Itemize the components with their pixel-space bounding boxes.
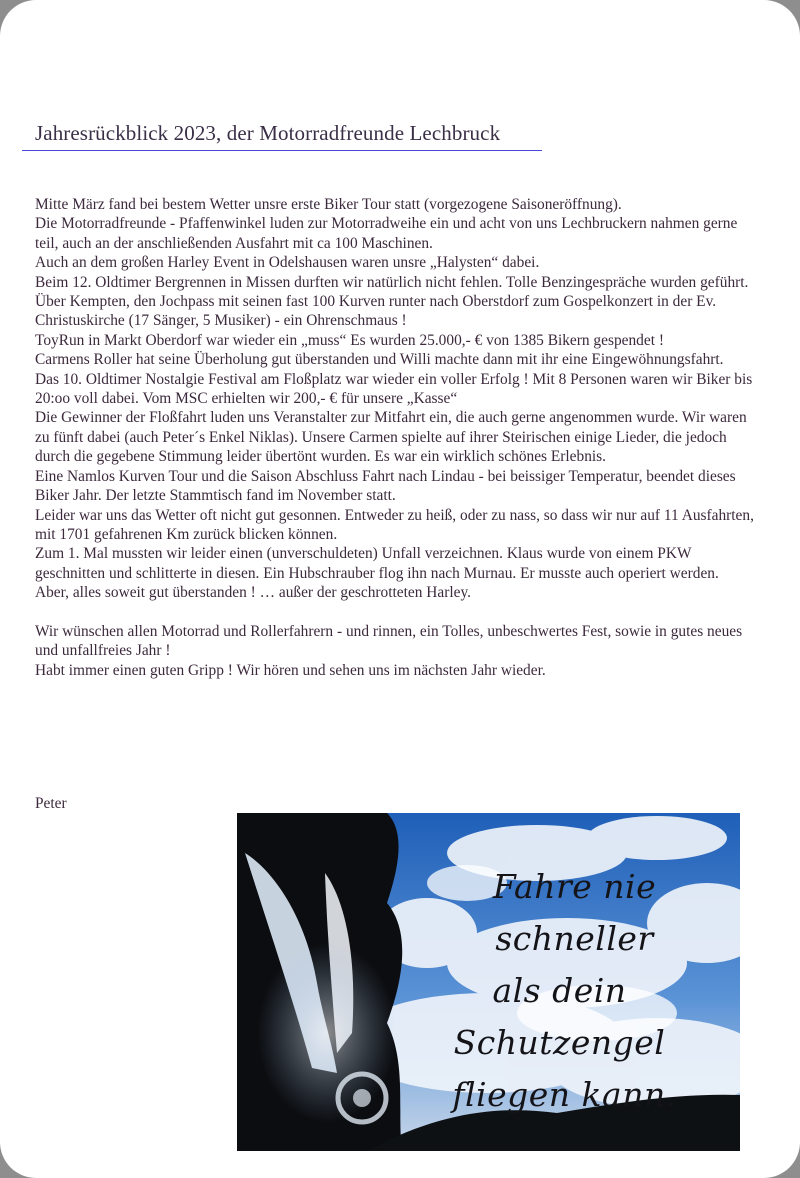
body-line: Beim 12. Oldtimer Bergrennen in Missen durften wir natürlich nicht fehlen. Tolle Benzingespräche wurden geführt. — [35, 273, 749, 291]
paragraph-gap — [35, 603, 755, 622]
body-line: Zum 1. Mal mussten wir leider einen (unverschuldeten) Unfall verzeichnen. Klaus wurde von einem PKW geschnitten und schlitterte in diesen. Ein Hubschrauber flog ihn nach Murnau. Er musste auch operiert werden. Aber, alles soweit gut überstanden ! … außer der geschrotteten Harley. — [35, 545, 719, 602]
body-line: Die Motorradfreunde - Pfaffenwinkel luden zur Motorradweihe ein und acht von uns Lechbruckern nahmen gerne teil, auch an der anschließenden Ausfahrt mit ca 100 Maschinen. — [35, 215, 738, 252]
document-body — [35, 195, 755, 680]
body-line: Carmens Roller hat seine Überholung gut überstanden und Willi machte dann mit ihr eine Eingewöhnungsfahrt. — [35, 351, 724, 369]
body-line: Über Kempten, den Jochpass mit seinen fast 100 Kurven runter nach Oberstdorf zum Gospelkonzert in der Ev. Christuskirche (17 Sänger, 5 Musiker) - ein Ohrenschmaus ! — [35, 293, 717, 330]
body-line: Das 10. Oldtimer Nostalgie Festival am Floßplatz war wieder ein voller Erfolg ! Mit 8 Personen waren wir Biker bis 20:oo voll dabei. Vom MSC erhielten wir 200,- € für unsere „Kasse“ — [35, 370, 753, 408]
signature: Peter — [35, 795, 67, 812]
guardian-angel-picture — [237, 813, 740, 1151]
quote-line: als dein Schutzengel — [453, 971, 666, 1062]
greeting-line: Habt immer einen guten Gripp ! Wir hören und sehen uns im nächsten Jahr wieder. — [35, 661, 546, 679]
body-line: Leider war uns das Wetter oft nicht gut gesonnen. Entweder zu heiß, oder zu nass, so dass wir nur auf 11 Ausfahrten, mit 1701 gefahrenen Km zurück blicken können. — [35, 506, 754, 543]
document-title: Jahresrückblick 2023, der Motorradfreunde Lechbruck — [35, 121, 501, 145]
greeting-line: Wir wünschen allen Motorrad und Rollerfahrern - und rinnen, ein Tolles, unbeschwertes Fest, sowie in gutes neues und unfallfreies Jahr ! — [35, 622, 743, 660]
quote-line: fliegen kann. — [452, 1075, 677, 1114]
quote-line: Fahre nie schneller — [492, 867, 657, 958]
body-line: Die Gewinner der Floßfahrt luden uns Veranstalter zur Mitfahrt ein, die auch gerne angenommen wurde. Wir waren zu fünft dabei (auch Peter´s Enkel Niklas). Unsere Carmen spielte auf ihrer Steirischen einige Lieder, die jedoch durch die gegebene Stimmung leider übertönt wurden. Es war ein wirklich schönes Erlebnis. — [35, 409, 747, 466]
angel-quote — [387, 861, 732, 1121]
body-line: Eine Namlos Kurven Tour und die Saison Abschluss Fahrt nach Lindau - bei beissiger Temperatur, beendet dieses Biker Jahr. Der letzte Stammtisch fand im November statt. — [35, 467, 736, 505]
body-line: ToyRun in Markt Oberdorf war wieder ein „muss“ Es wurden 25.000,- € von 1385 Bikern gespendet ! — [35, 331, 664, 349]
body-line: Mitte März fand bei bestem Wetter unsre erste Biker Tour statt (vorgezogene Saisoneröffnung). — [35, 196, 622, 213]
title-underline — [22, 150, 542, 151]
body-line: Auch an dem großen Harley Event in Odelshausen waren unsre „Halysten“ dabei. — [35, 254, 540, 272]
